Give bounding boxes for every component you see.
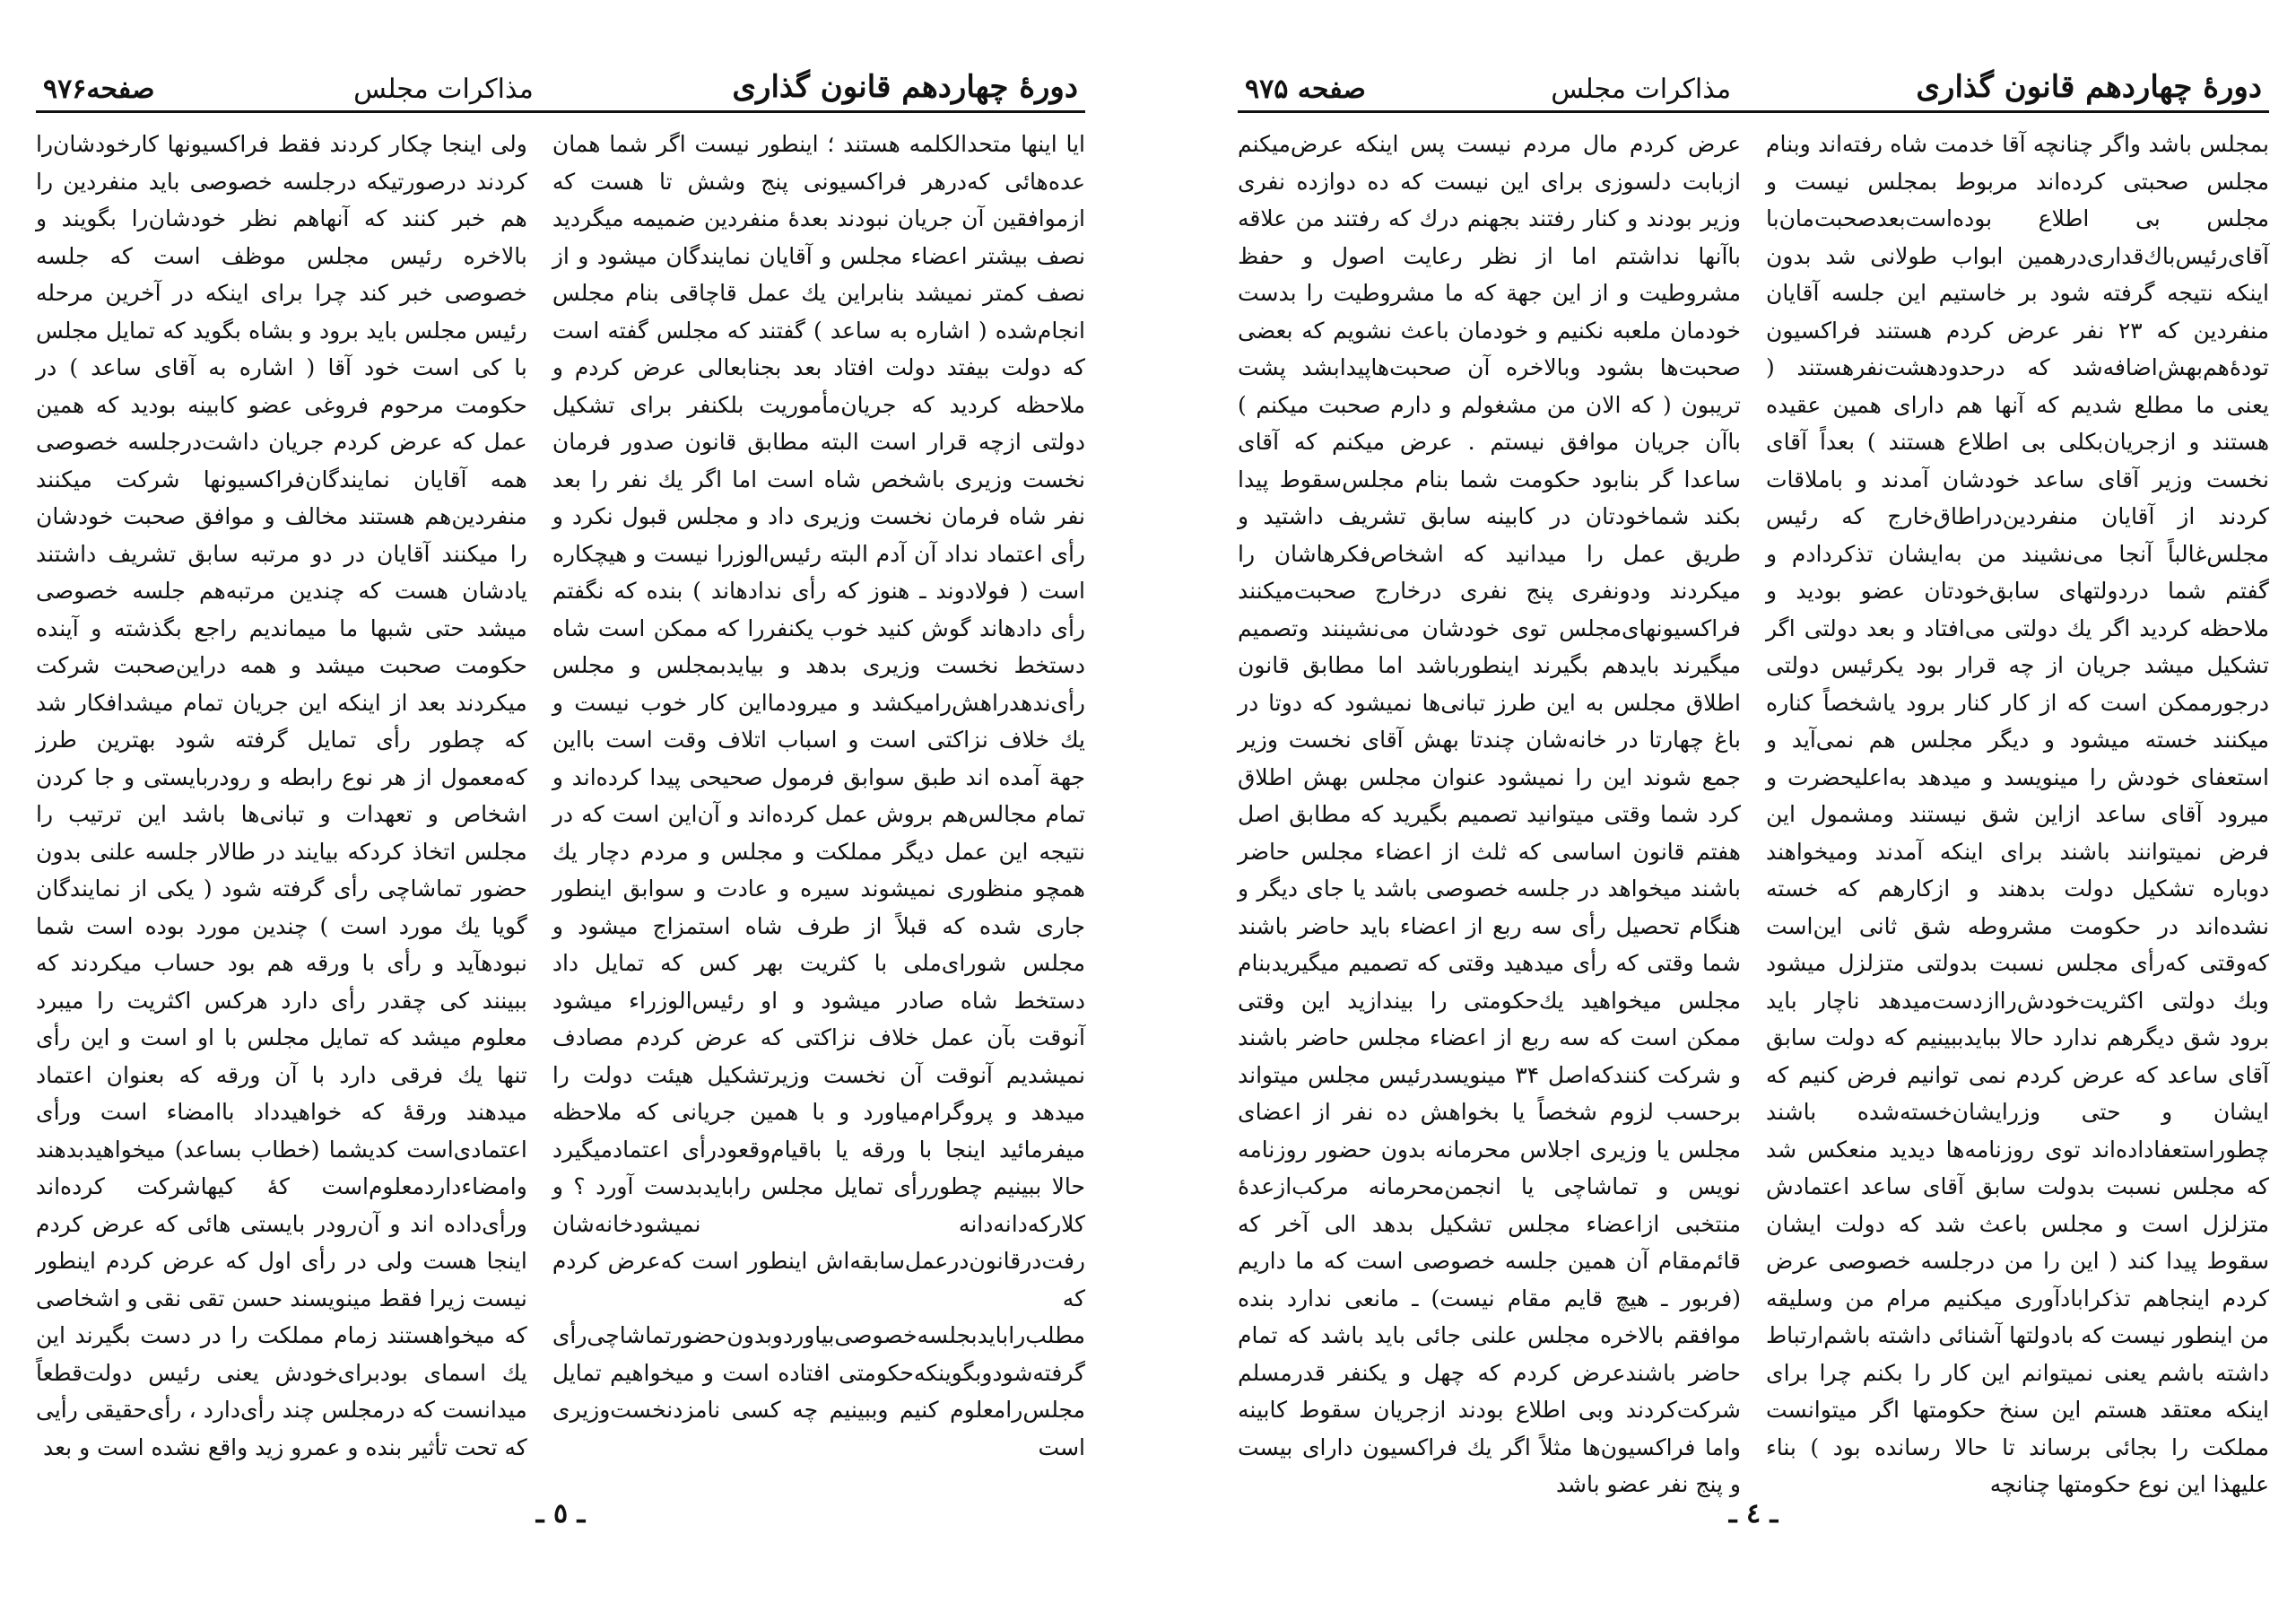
column-text: بمجلس باشد واگر چنانچه آقا خدمت شاه رفته‌اند وبنام مجلس صحبتی کرده‌اند مربوط بمجلس نیست و مجلس بی اطلاع بوده‌است‌بعدصحبت‌مان‌با آقای‌رئیس‌باك‌قداری‌درهمین ابواب طولانی شد بدون اینکه نتیجه گرفته شود بر خاستیم این جلسه آقایان منفردین که ۲۳ نفر عرض کردم هستند فراکسیون تودهٔ‌هم‌بهش‌اضافه‌شد که درحدودهشت‌نفرهستند ( یعنی ما مطلع شدیم که آنها هم دارای همین عقیده هستند و ازجریان‌بکلی بی اطلاع هستند ) بعداً آقای نخست وزیر آقای ساعد خودشان آمدند و باملاقات کردند از آقایان منفردین‌در‌اطاق‌خارج که رئیس مجلس‌غالباً آنجا می‌نشیند من به‌ایشان تذکر‌دادم و گفتم شما در‌دولتهای سابق‌خودتان عضو بودید و ملاحظه کردید اگر یك دولتی می‌افتاد و بعد دولتی اگر تشکیل میشد جریان از چه قرار بود یکرئیس دولتی درجورممکن است که از کار کنار برود یاشخصاً کناره میکنند خسته میشود و دیگر مجلس هم نمی‌آید و استعفای خودش را مینویسد و میدهد به‌اعلیحضرت و میرود آقای ساعد ازاین شق نیستند ومشمول این فرض نمیتوانند باشند برای اینکه آمدند ومیخواهند دوباره تشکیل دولت بدهند و ازکارهم که خسته نشده‌اند در حکومت مشروطه شق ثانی این‌است که‌وقتی که‌رأی مجلس نسبت بدولتی متزلزل میشود وبك دولتی اکثریت‌خودش‌را‌ازدست‌میدهد ناچار باید برود شق دیگرهم ندارد حالا ببایدببینیم که دولت سابق آقای ساعد که عرض کردم نمی توانیم فرض کنیم که ایشان و حتی وزرایشان‌خسته‌شده باشند چطور‌استعفاداده‌اند توی روزنامه‌ها دیدید منعکس شد که مجلس نسبت بدولت سابق آقای ساعد اعتمادش متزلزل است و مجلس باعث شد که دولت ایشان سقوط پیدا کند ( این را من درجلسه خصوصی عرض کردم اینجاهم تذکرابادآوری میکنیم مرام من وسلیقه من اینطور نیست که بادولتها آشنائی داشته باشم‌ارتباط داشته باشم یعنی نمیتوانم این کار را بکنم چرا برای اینکه معتقد هستم این سنخ حکومتها اگر میتوانست مملکت را بجائی برساند تا حالا رسانده بود ) بناء علیهذا این نوع حکومتها چنانچه	[1766, 131, 2269, 1497]
text-columns	[36, 126, 1085, 1480]
text-column-right	[1766, 126, 2269, 1497]
legislative-period-title: دورهٔ چهاردهم قانون گذاری	[732, 69, 1078, 105]
text-columns	[1238, 126, 2269, 1497]
page-number-label: صفحه۹۷۶	[43, 74, 155, 105]
left-page	[36, 63, 1085, 1543]
right-page	[1238, 63, 2269, 1543]
text-column-right	[552, 126, 1085, 1480]
proceedings-title: مذاکرات مجلس	[353, 74, 534, 105]
text-column-left	[36, 126, 527, 1480]
page-footer-number: ـ ٥ ـ	[535, 1498, 586, 1529]
page-number-label: صفحه ۹۷۵	[1245, 74, 1366, 105]
page-footer-number: ـ ٤ ـ	[1728, 1498, 1779, 1529]
legislative-period-title: دورهٔ چهاردهم قانون گذاری	[1916, 69, 2262, 105]
column-text: عرض کردم مال مردم نیست پس اینکه عرض‌میکنم ازبابت دلسوزی برای این نیست که ده دوازده نفری وزیر بودند و کنار رفتند بجهنم درك که رفتند من علاقه باآنها نداشتم اما از نظر رعایت اصول و حفظ مشروطیت و از این جهة که ما مشروطیت را بدست خودمان ملعبه نکنیم و خودمان باعث نشویم که بعضی صحبت‌ها بشود وبالاخره آن صحبت‌هاپیدابشد پشت تریبون ( که الان من مشغولم و دارم صحبت میکنم ) باآن جریان موافق نیستم . عرض میکنم که آقای ساعدا گر بنابود حکومت شما بنام مجلس‌سقوط پیدا بکند شماخودتان در کابینه سابق تشریف داشتید و طریق عمل را میدانید که اشخاص‌فکرهاشان را میکردند ودونفری پنج نفری درخارج صحبت‌میکنند فراکسیونهای‌مجلس توی خودشان می‌نشینند وتصمیم میگیرند بایدهم بگیرند اینطور‌باشد اما مطابق قانون اطلاق مجلس به این طرز تبانی‌ها نمیشود که دوتا در باغ چهارتا در خانه‌شان چندتا بهش آقای نخست وزیر جمع شوند این را نمیشود عنوان مجلس بهش اطلاق کرد شما وقتی میتوانید تصمیم بگیرید که مطابق اصل هفتم قانون اساسی که ثلث از اعضاء مجلس حاضر باشند میخواهد در جلسه خصوصی باشد یا جای دیگر و هنگام تحصیل رأی سه ربع از اعضاء باید حاضر باشند شما وقتی که رأی میدهید وقتی که تصمیم میگیریدبنام مجلس میخواهید یك‌حکومتی را بیندازید این وقتی ممکن است که سه ربع از اعضاء مجلس حاضر باشند و شرکت کنندکه‌اصل ۳۴ مینویسد‌رئیس مجلس میتواند برحسب لزوم شخصاً یا بخواهش ده نفر از اعضای مجلس یا وزیری اجلاس محرمانه بدون حضور روزنامه نویس و تماشاچی یا انجمن‌محرمانه مرکب‌ازعدهٔ منتخبی ازاعضاء مجلس تشکیل بدهد الی آخر که قائم‌مقام آن همین جلسه خصوصی است که ما داریم (فربور ـ هیچ قایم مقام نیست) ـ مانعی ندارد بنده موافقم بالاخره مجلس علنی جائی باید باشد که تمام حاضر باشند‌عرض کردم که چهل و یکنفر قدر‌مسلم شرکت‌کردند وبی اطلاع بودند ازجریان سقوط کابینه واما فراکسیون‌ها مثلاً اگر یك فراکسیون دارای بیست و پنج نفر عضو باشد	[1238, 131, 1741, 1497]
proceedings-title: مذاکرات مجلس	[1551, 74, 1732, 105]
page-header	[1238, 63, 2269, 113]
column-text: ولی اینجا چکار کردند فقط فراکسیونها کارخودشان‌را کردند درصورتیکه درجلسه خصوصی باید منفردین را هم خبر کنند که آنهاهم نظر خودشان‌را بگویند و بالاخره رئیس مجلس موظف است که جلسه خصوصی خبر کند چرا برای اینکه در آخرین مرحله رئیس مجلس باید برود و بشاه بگوید که تمایل مجلس با کی است خود آقا ( اشاره به آقای ساعد ) در حکومت مرحوم فروغی عضو کابینه بودید که همین عمل که عرض کردم جریان داشت‌درجلسه خصوصی همه آقایان نمایندگان‌فراکسیونها شرکت میکنند منفردین‌هم هستند مخالف و موافق صحبت خودشان را میکنند آقایان در دو مرتبه سابق تشریف داشتند یادشان هست که چندین مرتبه‌هم جلسه خصوصی میشد حتی شبها ما میماندیم راجع بگذشته و آینده حکومت صحبت میشد و همه دراین‌صحبت شرکت میکردند بعد از اینکه این جریان تمام میشدافکار شد که چطور رأی تمایل گرفته شود بهترین طرز که‌معمول از هر نوع رابطه و رودربایستی و جا کردن اشخاص و تعهدات و تبانی‌ها باشد این ترتیب را مجلس اتخاذ کرد‌که بیایند در طالار جلسه علنی بدون حضور تماشاچی رأی گرفته شود ( یکی از نمایندگان گویا یك مورد است ) چندین مورد بوده است شما نبودهآید و رأی با ورقه هم بود حساب میکردند که ببینند کی چقدر رأی دارد هرکس اکثریت را میبرد معلوم میشد که تمایل مجلس با او است و این رأی تنها یك فرقی دارد با آن ورقه که بعنوان اعتماد میدهند ورقهٔ که خواهیدداد باامضاء است ورأی اعتمادی‌است کدیشما (خطاب بساعد) میخواهیدبدهند وامضاءدارد‌معلوم‌است کهٔ کیهاشرکت کرده‌اند ورأی‌داد‌ه اند و آن‌رودر بایستی هائی که عرض کردم اینجا هست ولی در رأی اول که عرض کردم اینطور نیست زیرا فقط مینویسند حسن تقی نقی و اشخاصی که میخواهستند زمام مملکت را در دست بگیرند این یك اسمای بود‌برای‌خودش یعنی رئیس دولت‌قطعاً میدانست که درمجلس چند رأی‌دارد ، رأی‌حقیقی رأیی که تحت تأثیر بنده و عمرو زید واقع نشده است و بعد	[36, 131, 527, 1460]
column-text: ایا اینها متحدالکلمه هستند ؛ اینطور نیست اگر شما همان عده‌هائی که‌درهر فراکسیونی پنج وشش تا هست که ازموافقین آن جریان نبودند بعدهٔ منفردین ضمیمه میگردید نصف بیشتر اعضاء مجلس و آقایان نمایندگان میشود و از نصف کمتر نمیشد بنابراین یك عمل قاچاقی بنام مجلس انجام‌شده ( اشاره به ساعد ) گفتند که مجلس گفته است که دولت بیفتد دولت افتاد بعد بجنابعالی عرض کردم و ملاحظه کردید که جریان‌مأموریت بلکنفر برای تشکیل دولتی ازچه قرار است البته مطابق قانون صدور فرمان نخست وزیری باشخص شاه است اما اگر یك نفر را بعد نفر شاه فرمان نخست وزیری داد و مجلس قبول نکرد و رأی اعتماد نداد آن آدم البته رئیس‌الوزرا نیست و هیچکاره است ( فولادوند ـ هنوز که رأی ندادهاند ) بنده که نگفتم رأی دادهاند گوش کنید خوب یکنفر‌را که ممکن است شاه دستخط نخست وزیری بدهد و بیاید‌بمجلس و مجلس رأی‌ندهد‌راهش‌رامیکشد و میرود‌ما‌این کار خوب نیست و یك خلاف نزاکتی است و اسباب اتلاف وقت است بااین جهة آمده اند طبق سوابق فرمول صحیحی پیدا کرده‌اند و تمام مجالس‌هم بروش عمل کرده‌اند و آن‌این است که در نتیجه این عمل دیگر مملکت و مجلس و مردم دچار یك همچو منظوری نمیشوند سیره و عادت و سوابق اینطور جاری شده که قبلاً از طرف شاه استمزاج میشود و مجلس شورای‌ملی با کثریت بهر کس که تمایل داد دستخط شاه صادر میشود و او رئیس‌الوزراء میشود آنوقت بآن عمل خلاف نزاکتی که عرض کردم مصادف نمیشدیم آنوقت آن نخست وزیر‌تشکیل هیئت دولت را میدهد و پروگرام‌میاورد و با همین جریانی که ملاحظه میفرمائید اینجا با ورقه یا باقیام‌وقعود‌رأی اعتمادمیگیرد حالا ببینیم چطوررأی تمایل مجلس رابایدبدست آورد ؟ و کلا‌رکه‌دانه‌دانه نمیشودخانه‌شان رفت‌درقانون‌درعمل‌سابقه‌اش اینطور است که‌عرض کردم که مطلب‌رابایدبجلسه‌خصوصی‌بیاوردوبدون‌حضورتماشاچی‌رأی گرفته‌شودوبگوینکه‌حکومتی افتاده است و میخواهیم تمایل مجلس‌رامعلوم کنیم وببینیم چه کسی نامزدنخست‌وزیری است	[552, 131, 1085, 1460]
text-column-left	[1238, 126, 1741, 1497]
page-header	[36, 63, 1085, 113]
